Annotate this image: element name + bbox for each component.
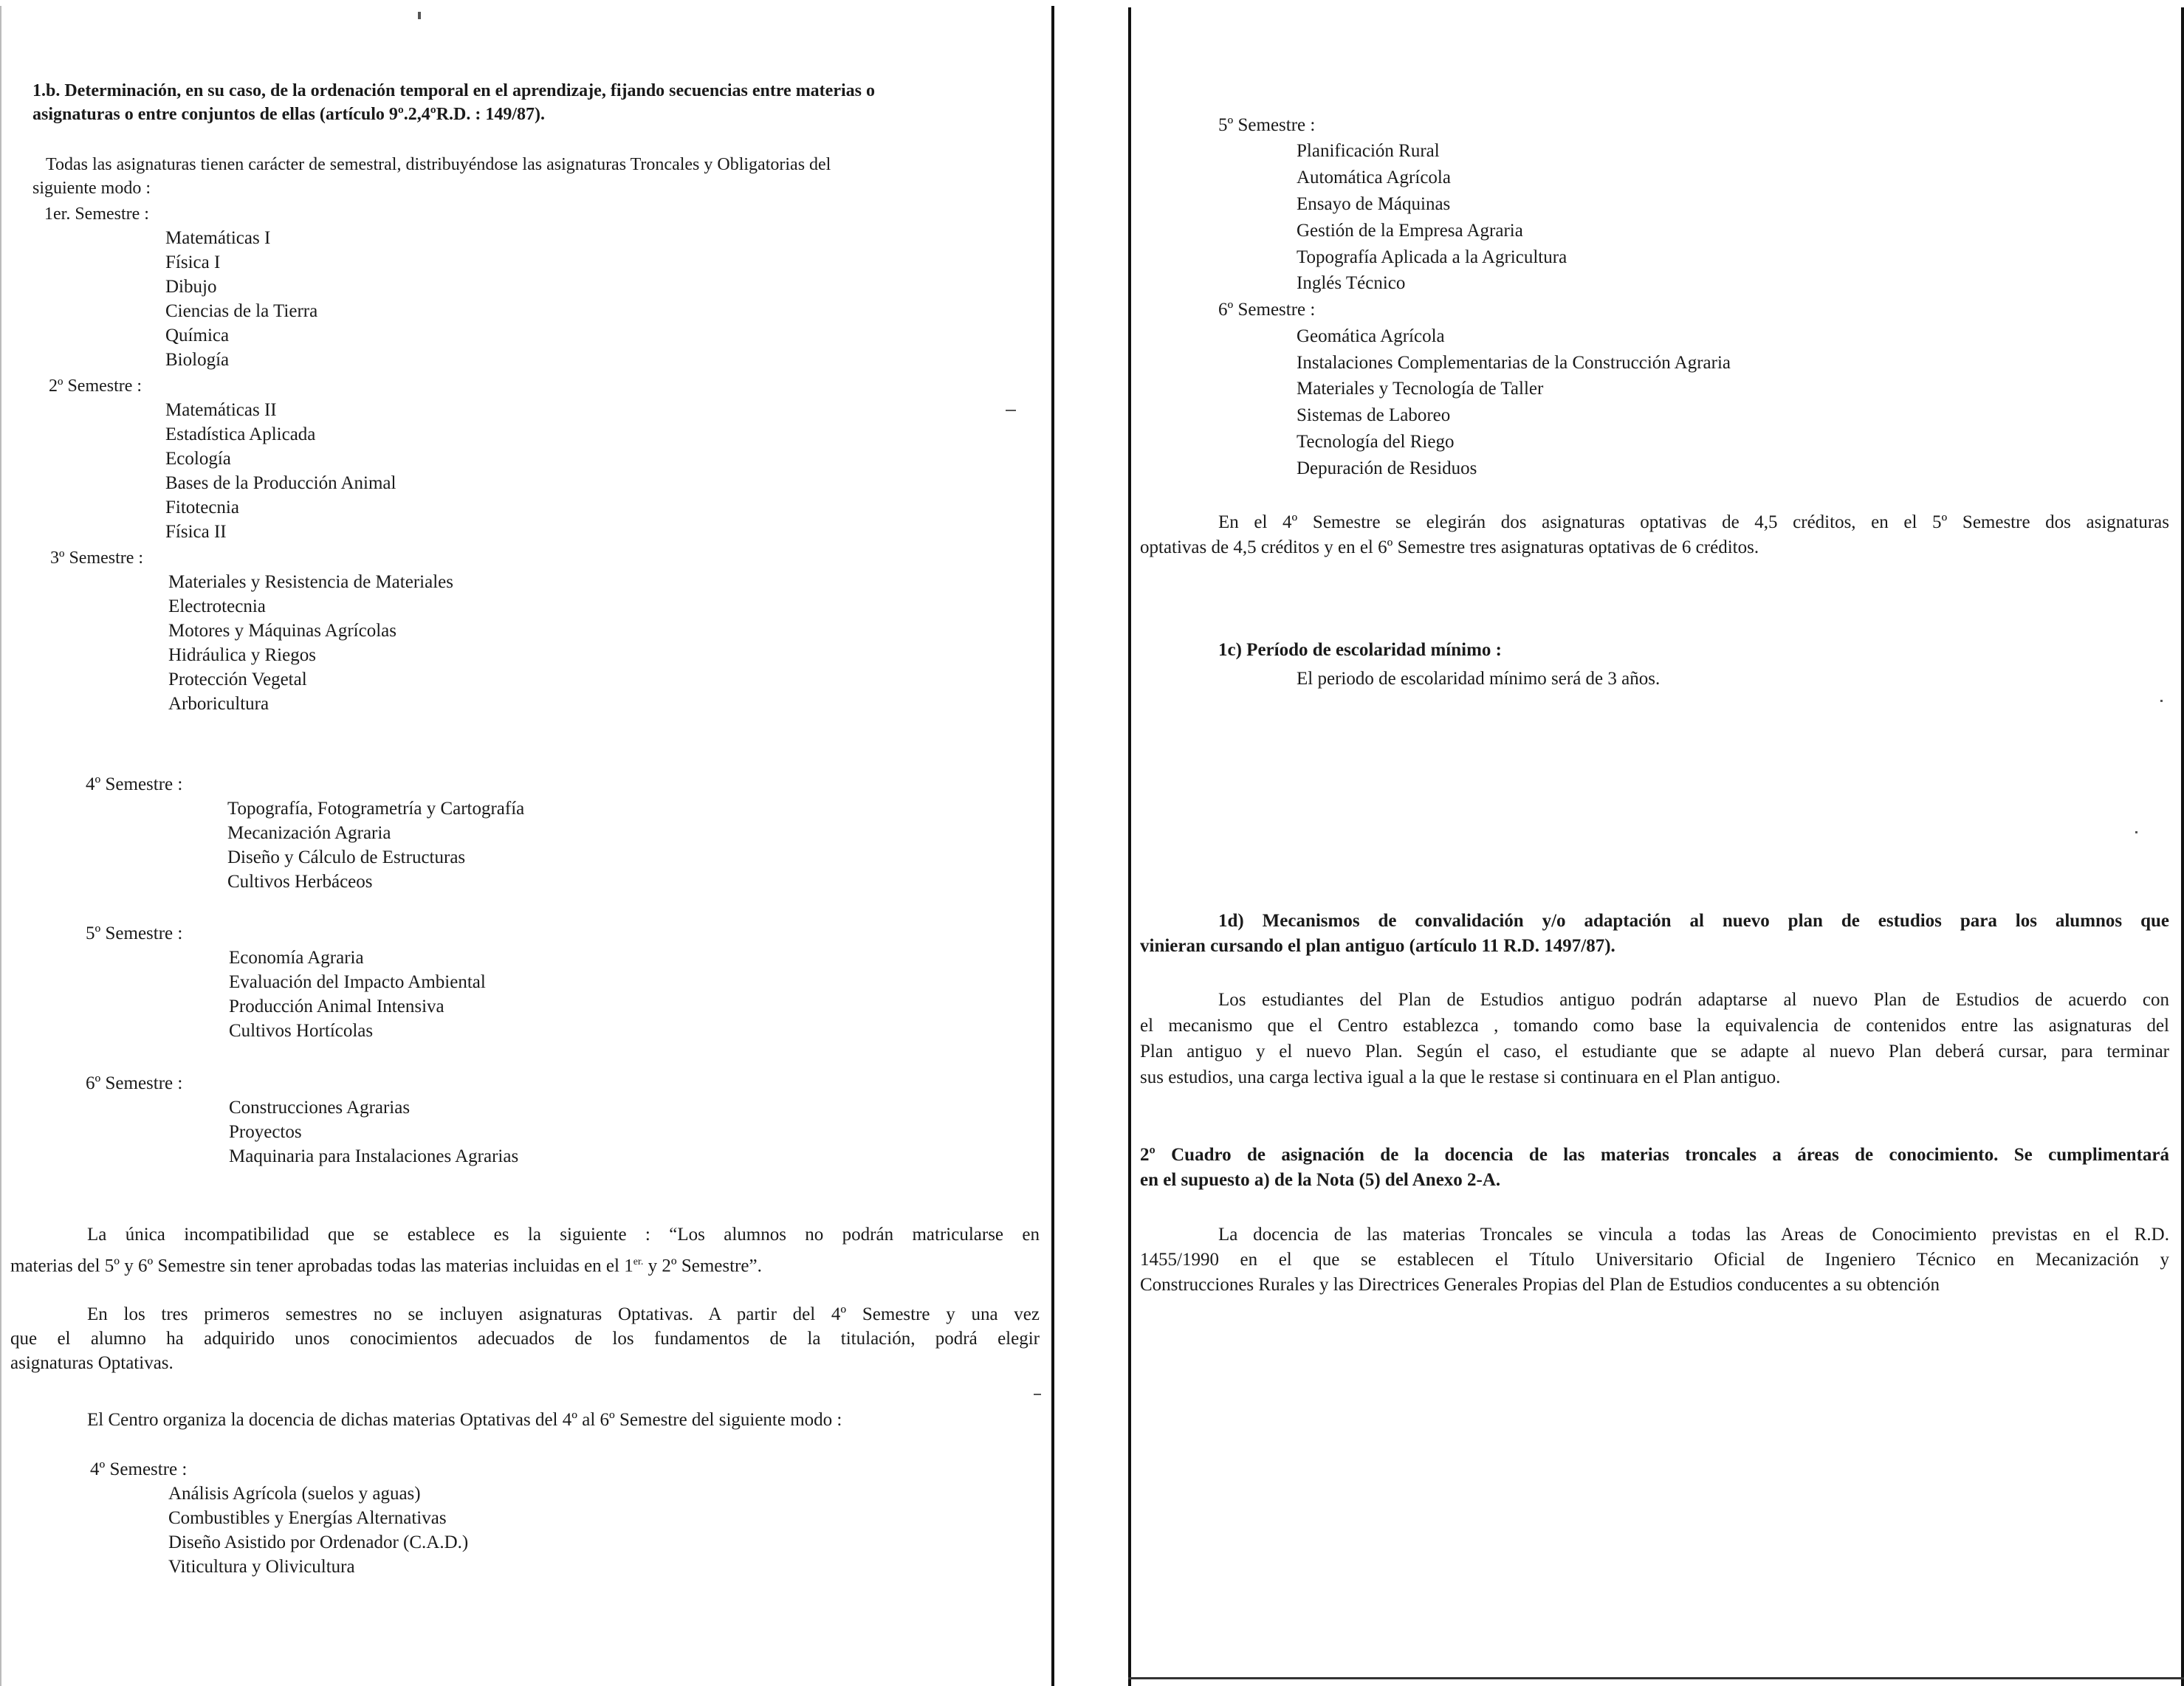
subject-item: Construcciones Agrarias — [229, 1098, 411, 1118]
incompat-line2-end: y 2º Semestre”. — [643, 1256, 762, 1276]
section-2-line-text: 1455/1990 en el que se establecen el Título Universitario Oficial de Ingeniero Técnico en Mecanización y — [1140, 1250, 2169, 1270]
subject-item: Análisis Agrícola (suelos y aguas) — [168, 1484, 421, 1504]
subject-item: Maquinaria para Instalaciones Agrarias — [229, 1146, 519, 1166]
scan-speck — [2135, 831, 2137, 833]
section-1c-text: El periodo de escolaridad mínimo será de 3 años. — [1297, 669, 1661, 689]
subject-item: Química — [165, 326, 230, 345]
subject-item: Biología — [165, 350, 230, 370]
section-1d-line-text: Los estudiantes del Plan de Estudios antiguo podrán adaptarse al nuevo Plan de Estudios de acuerdo con — [1218, 990, 2169, 1010]
subject-item: Viticultura y Olivicultura — [168, 1557, 355, 1577]
left-page-edge — [0, 6, 1, 1686]
semester-label: 5º Semestre : — [1218, 115, 1316, 135]
subject-item: Topografía Aplicada a la Agricultura — [1297, 247, 1567, 267]
credits-line2: optativas de 4,5 créditos y en el 6º Semestre tres asignaturas optativas de 6 créditos. — [1140, 537, 1759, 557]
section-1d-line-text: el mecanismo que el Centro establezca , tomando como base la equivalencia de contenidos entre las asignaturas del — [1140, 1016, 2169, 1036]
section-1d-heading-line1-text: 1d) Mecanismos de convalidación y/o adaptación al nuevo plan de estudios para los alumnos que — [1218, 911, 2169, 931]
subject-item: Cultivos Herbáceos — [227, 872, 373, 892]
optativas-line2-text: que el alumno ha adquirido unos conocimientos adecuados de los fundamentos de la titulación, podrá elegir — [10, 1329, 1040, 1349]
subject-item: Cultivos Hortícolas — [229, 1021, 374, 1041]
subject-item: Materiales y Resistencia de Materiales — [168, 572, 453, 592]
subject-item: Arboricultura — [168, 694, 269, 714]
scan-speck — [1034, 1394, 1041, 1395]
section-1d-line-text: Plan antiguo y el nuevo Plan. Según el caso, el estudiante que se adapte al nuevo Plan deberá cursar, para terminar — [1140, 1042, 2169, 1062]
semester-label: 4º Semestre : — [86, 774, 183, 794]
subject-item: Bases de la Producción Animal — [165, 473, 396, 493]
subject-item: Ecología — [165, 449, 231, 469]
section-2-heading-line1 — [1140, 1143, 2169, 1167]
right-page-border-left — [1128, 7, 1131, 1686]
subject-item: Ciencias de la Tierra — [165, 301, 318, 321]
subject-item: Geomática Agrícola — [1297, 326, 1445, 346]
subject-item: Diseño Asistido por Ordenador (C.A.D.) — [168, 1532, 469, 1552]
subject-item: Física I — [165, 252, 221, 272]
subject-item: Protección Vegetal — [168, 670, 307, 689]
subject-item: Economía Agraria — [229, 948, 364, 968]
subject-item: Automática Agrícola — [1297, 168, 1451, 187]
credits-line1-text: En el 4º Semestre se elegirán dos asignaturas optativas de 4,5 créditos, en el 5º Semestre dos asignaturas — [1218, 512, 2169, 532]
incompat-line2-text: materias del 5º y 6º Semestre sin tener aprobadas todas las materias incluidas en el 1 — [10, 1256, 633, 1276]
subject-item: Topografía, Fotogrametría y Cartografía — [227, 799, 525, 819]
subject-item: Tecnología del Riego — [1297, 432, 1455, 452]
subject-item: Gestión de la Empresa Agraria — [1297, 221, 1523, 241]
right-page-border-bottom — [1128, 1677, 2184, 1679]
subject-item: Electrotecnia — [168, 596, 266, 616]
left-page-border — [1051, 6, 1054, 1686]
subject-item: Ensayo de Máquinas — [1297, 194, 1451, 214]
section-1d-heading-line1 — [1218, 909, 2169, 933]
subject-item: Proyectos — [229, 1122, 302, 1142]
scan-speck — [1006, 410, 1016, 411]
centro-paragraph: El Centro organiza la docencia de dichas materias Optativas del 4º al 6º Semestre del siguiente modo : — [87, 1410, 842, 1430]
section-1d-heading-line2: vinieran cursando el plan antiguo (artículo 11 R.D. 1497/87). — [1140, 936, 1615, 956]
subject-item: Motores y Máquinas Agrícolas — [168, 621, 396, 641]
section-1d-line — [1140, 1040, 2169, 1064]
subject-item: Evaluación del Impacto Ambiental — [229, 972, 486, 992]
section-2-heading-line1-text: 2º Cuadro de asignación de la docencia de las materias troncales a áreas de conocimiento. Se cumplimentará — [1140, 1145, 2169, 1165]
subject-item: Sistemas de Laboreo — [1297, 405, 1451, 425]
section-1b-heading-line1: 1.b. Determinación, en su caso, de la ordenación temporal en el aprendizaje, fijando secuencias entre materias o — [32, 81, 875, 100]
incompat-line1-text: La única incompatibilidad que se establece es la siguiente : “Los alumnos no podrán matricularse en — [87, 1225, 1040, 1245]
subject-item: Hidráulica y Riegos — [168, 645, 316, 665]
incompat-superscript: er. — [633, 1256, 644, 1267]
subject-item: Diseño y Cálculo de Estructuras — [227, 847, 466, 867]
section-1d-line — [1140, 1014, 2169, 1038]
subject-item: Dibujo — [165, 277, 217, 297]
subject-item: Física II — [165, 522, 227, 542]
section-2-heading-line2: en el supuesto a) de la Nota (5) del Anexo 2-A. — [1140, 1170, 1501, 1190]
optativas-line1-text: En los tres primeros semestres no se incluyen asignaturas Optativas. A partir del 4º Semestre y una vez — [87, 1304, 1040, 1324]
scan-speck — [2160, 700, 2163, 702]
left-page — [0, 0, 1063, 1686]
section-2-line — [1140, 1248, 2169, 1272]
intro-line1: Todas las asignaturas tienen carácter de semestral, distribuyéndose las asignaturas Troncales y Obligatorias del — [46, 155, 831, 174]
subject-item: Materiales y Tecnología de Taller — [1297, 379, 1544, 399]
subject-item: Fitotecnia — [165, 498, 239, 517]
optativas-line1 — [87, 1303, 1040, 1327]
section-2-line: Construcciones Rurales y las Directrices Generales Propias del Plan de Estudios conducentes a su obtención — [1140, 1275, 1940, 1295]
credits-line1 — [1218, 511, 2169, 534]
section-2-line — [1218, 1223, 2169, 1247]
semester-label: 2º Semestre : — [49, 376, 142, 396]
semester-label: 3º Semestre : — [50, 548, 144, 568]
subject-item: Matemáticas I — [165, 228, 271, 248]
scan-speck — [418, 12, 421, 19]
optativas-line3: asignaturas Optativas. — [10, 1353, 174, 1373]
subject-item: Mecanización Agraria — [227, 823, 391, 843]
section-1b-heading-line2: asignaturas o entre conjuntos de ellas (artículo 9º.2,4ºR.D. : 149/87). — [32, 105, 546, 124]
semester-label: 6º Semestre : — [86, 1073, 183, 1093]
subject-item: Producción Animal Intensiva — [229, 997, 444, 1016]
semester-label: 4º Semestre : — [90, 1459, 188, 1479]
section-1c-heading: 1c) Período de escolaridad mínimo : — [1218, 640, 1502, 660]
semester-label: 1er. Semestre : — [44, 204, 149, 224]
right-page-border-right — [2181, 7, 2184, 1686]
subject-item: Matemáticas II — [165, 400, 277, 420]
subject-item: Depuración de Residuos — [1297, 458, 1477, 478]
subject-item: Combustibles y Energías Alternativas — [168, 1508, 447, 1528]
subject-item: Instalaciones Complementarias de la Construcción Agraria — [1297, 353, 1731, 373]
subject-item: Planificación Rural — [1297, 141, 1440, 161]
intro-line2: siguiente modo : — [32, 179, 151, 198]
semester-label: 6º Semestre : — [1218, 300, 1316, 320]
subject-item: Estadística Aplicada — [165, 424, 316, 444]
semester-label: 5º Semestre : — [86, 923, 183, 943]
section-1d-line — [1218, 988, 2169, 1012]
incompat-line2 — [10, 1250, 762, 1278]
subject-item: Inglés Técnico — [1297, 273, 1406, 293]
section-2-line-text: La docencia de las materias Troncales se vincula a todas las Areas de Conocimiento previstas en el R.D. — [1218, 1225, 2169, 1245]
right-page — [1122, 0, 2184, 1686]
incompat-line1 — [87, 1223, 1040, 1247]
section-1d-line: sus estudios, una carga lectiva igual a la que le restase si continuara en el Plan antiguo. — [1140, 1067, 1781, 1087]
optativas-line2 — [10, 1327, 1040, 1351]
